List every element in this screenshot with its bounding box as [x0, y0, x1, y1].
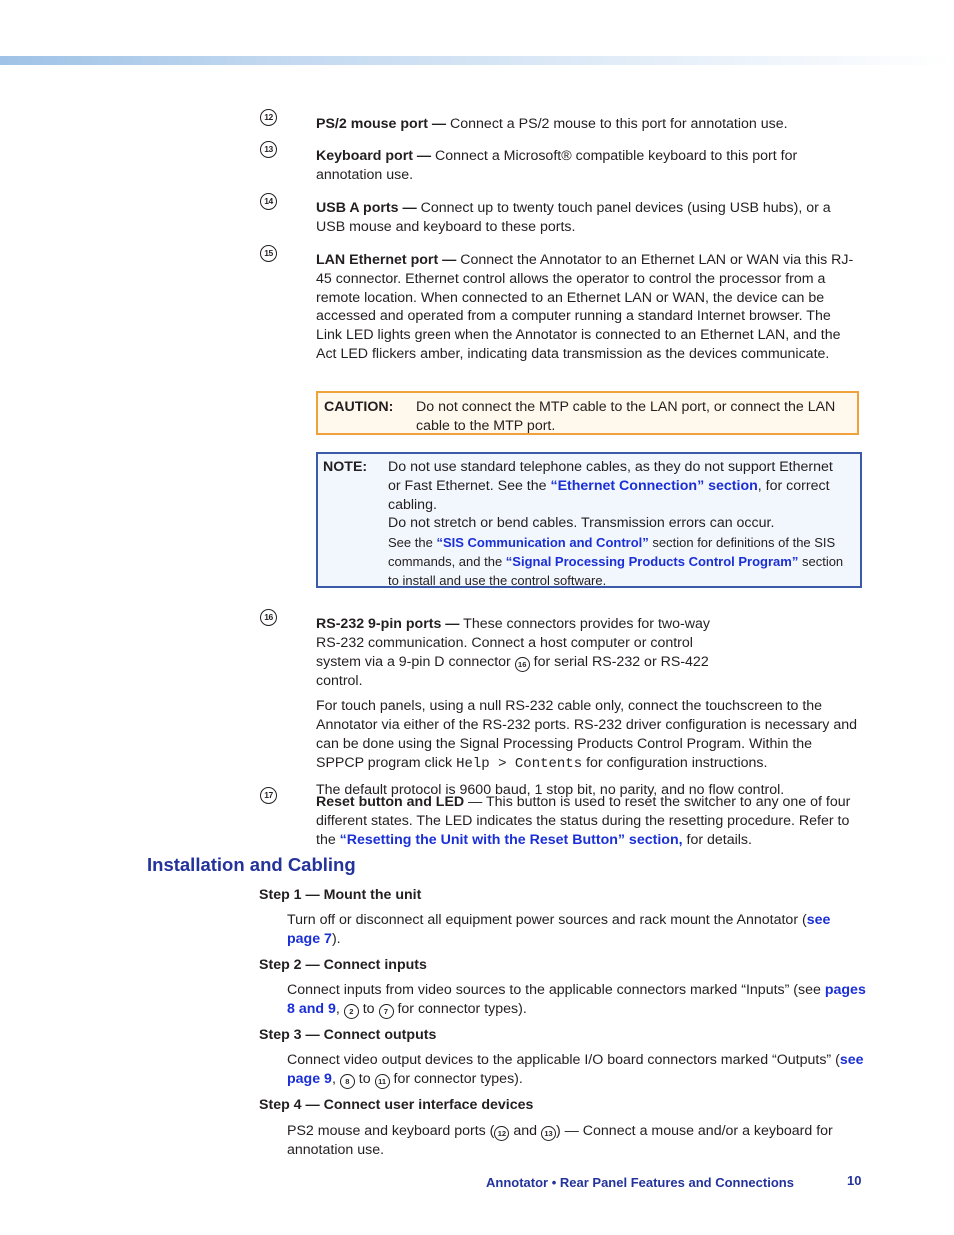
- item-reset-button: 17 Reset button and LED — This button is used to reset the switcher to any one of four different states. The LED indicates the status during the resetting procedure. Refer to the “Resetting the Unit with the Reset Button” section, for details.: [260, 793, 860, 849]
- page-7-link[interactable]: see page 7: [287, 912, 831, 947]
- item-title: LAN Ethernet port —: [316, 252, 457, 268]
- item-text: Connect a PS/2 mouse to this port for annotation use.: [446, 116, 788, 132]
- rs232-touch-panel-paragraph: For touch panels, using a null RS-232 cable only, connect the touchscreen to the Annotator via either of the RS-232 ports. RS-232 driver configuration is necessary and can be done using the Signal Processing Products Control Program. Within the SPPCP program click Help > Contents for configuration instructions.: [316, 698, 857, 772]
- note-line-2: Do not stretch or bend cables. Transmission errors can occur.: [388, 515, 775, 532]
- step-3-body: Connect video output devices to the applicable I/O board connectors marked “Outputs” (see page 9, 8 to 11 for connector types).: [287, 1052, 864, 1087]
- menu-path-code: Help > Contents: [456, 755, 583, 772]
- callout-number: 13: [260, 141, 277, 158]
- item-title: PS/2 mouse port —: [316, 116, 447, 132]
- item-text: Connect a Microsoft® compatible keyboard to this port for annotation use.: [316, 148, 798, 183]
- item-title: RS-232 9-pin ports —: [316, 616, 460, 632]
- callout-number: 17: [260, 787, 277, 804]
- section-heading: Installation and Cabling: [147, 854, 356, 875]
- inline-callout-number: 11: [375, 1074, 390, 1089]
- step-1-title: Step 1 — Mount the unit: [259, 887, 422, 903]
- ethernet-connection-link[interactable]: “Ethernet Connection” section: [550, 477, 758, 494]
- step-2-title: Step 2 — Connect inputs: [259, 957, 427, 973]
- inline-callout-number: 7: [379, 1004, 394, 1019]
- callout-number: 16: [260, 609, 277, 626]
- reset-section-link[interactable]: “Resetting the Unit with the Reset Button” section,: [339, 831, 683, 848]
- item-title: Reset button and LED: [316, 794, 465, 810]
- step-4-title: Step 4 — Connect user interface devices: [259, 1097, 534, 1113]
- caution-label: CAUTION:: [324, 399, 394, 415]
- footer-text: Annotator • Rear Panel Features and Connections: [486, 1175, 794, 1190]
- step-4-body: PS2 mouse and keyboard ports ( 12 and 13 ) — Connect a mouse and/or a keyboard for annotation use.: [287, 1123, 833, 1158]
- step-3-title: Step 3 — Connect outputs: [259, 1027, 437, 1043]
- caution-text: Do not connect the MTP cable to the LAN port, or connect the LAN cable to the MTP port.: [416, 399, 836, 434]
- item-rs232-ports: 16 RS-232 9-pin ports — These connectors provides for two-way RS-232 communication. Connect a host computer or control system via a 9-pin D connector 16 for serial RS-232 or RS-422 control. For touch panels, using a null RS-232 cable only, connect the touchscreen to the Annotator via either of the RS-232 ports. RS-232 driver configuration is necessary and can be done using the Signal Processing Products Control Program. Within the SPPCP program click Help > Contents for configuration instructions. The default protocol is 9600 baud, 1 stop bit, no parity, and no flow control.: [260, 615, 860, 799]
- page-number: 10: [847, 1173, 862, 1188]
- callout-number: 12: [260, 109, 277, 126]
- item-lan-ethernet-port: [260, 248, 860, 364]
- item-keyboard-port: [260, 144, 860, 185]
- inline-callout-number: 12: [494, 1126, 509, 1141]
- caution-box: [316, 391, 859, 435]
- item-title: USB A ports —: [316, 200, 417, 216]
- rs232-protocol-paragraph: The default protocol is 9600 baud, 1 stop bit, no parity, and no flow control.: [316, 781, 785, 798]
- pages-8-9-link[interactable]: pages 8 and 9: [287, 982, 866, 1017]
- header-gradient-bar: [0, 56, 954, 65]
- callout-number: 14: [260, 193, 277, 210]
- note-label: NOTE:: [323, 459, 368, 475]
- inline-callout-number: 2: [344, 1004, 359, 1019]
- item-title: Keyboard port —: [316, 148, 432, 164]
- item-ps2-mouse-port: [260, 112, 860, 134]
- note-line-3: See the “SIS Communication and Control” section for definitions of the SIS commands, and the “Signal Processing Products Control Program” section to install and use the control software.: [388, 535, 844, 589]
- item-text: Connect up to twenty touch panel devices (using USB hubs), or a USB mouse and keyboard to these ports.: [316, 200, 831, 235]
- item-usb-a-ports: [260, 196, 860, 237]
- step-2-body: Connect inputs from video sources to the applicable connectors marked “Inputs” (see pages 8 and 9, 2 to 7 for connector types).: [287, 982, 866, 1017]
- page-9-link[interactable]: see page 9: [287, 1052, 864, 1087]
- inline-callout-number: 13: [541, 1126, 556, 1141]
- inline-callout-number: 8: [340, 1074, 355, 1089]
- sis-communication-link[interactable]: “SIS Communication and Control”: [436, 535, 649, 551]
- step-1-body: Turn off or disconnect all equipment power sources and rack mount the Annotator (see page 7).: [287, 912, 831, 947]
- control-program-link[interactable]: “Signal Processing Products Control Program”: [505, 554, 799, 570]
- note-line-1: Do not use standard telephone cables, as they do not support Ethernet or Fast Ethernet. See the “Ethernet Connection” section, for correct cabling.: [388, 459, 833, 513]
- item-text: Connect the Annotator to an Ethernet LAN or WAN via this RJ-45 connector. Ethernet control allows the operator to control the processor from a remote location. When connected to an Ethernet LAN or WAN, the device can be accessed and operated from a computer running a standard Internet browser. The Link LED lights green when the Annotator is connected to an Ethernet LAN, and the Act LED flickers amber, indicating data transmission as the devices communicate.: [316, 252, 854, 362]
- callout-number: 15: [260, 245, 277, 262]
- note-box: [316, 452, 862, 588]
- inline-callout-number: 16: [515, 657, 530, 672]
